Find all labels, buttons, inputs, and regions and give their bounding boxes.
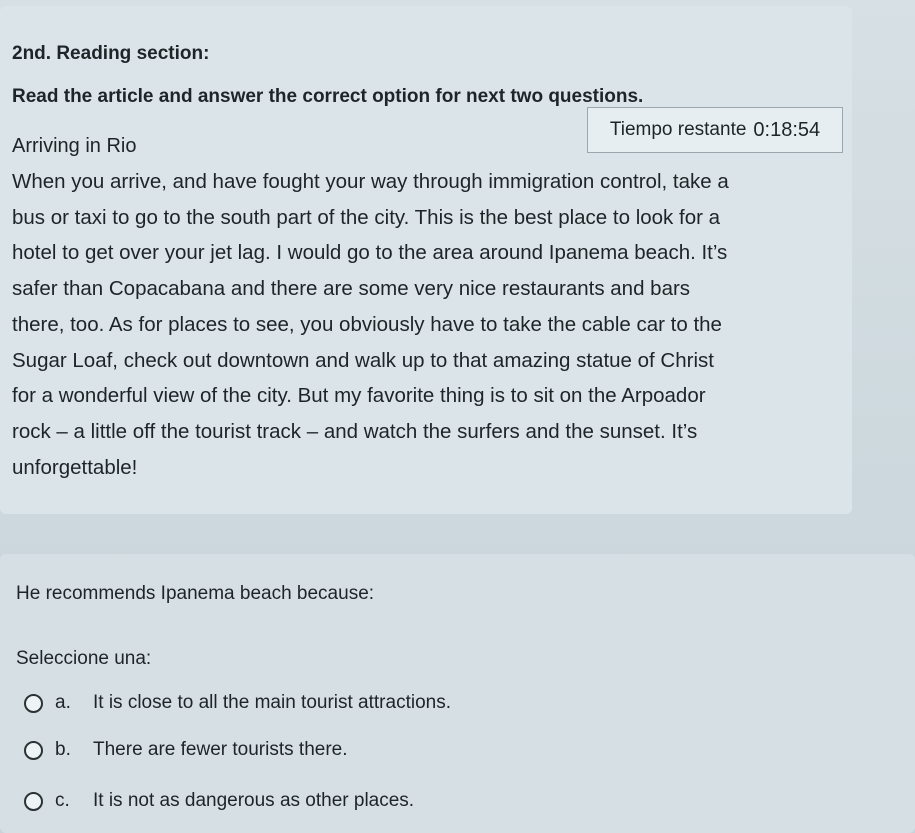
article-line: hotel to get over your jet lag. I would go to the area around Ipanema beach. It’s (12, 241, 728, 265)
time-remaining-box (587, 107, 843, 153)
article-line: there, too. As for places to see, you obviously have to take the cable car to the (12, 312, 722, 336)
option-a[interactable] (24, 688, 451, 718)
select-one-label: Seleccione una: (16, 648, 152, 669)
option-b[interactable] (24, 735, 348, 765)
timer-label: Tiempo restante (609, 119, 747, 140)
radio-button-a[interactable] (24, 694, 43, 713)
article-line: rock – a little off the tourist track – and watch the surfers and the sunset. It’s (12, 419, 698, 443)
article-title: Arriving in Rio (12, 135, 137, 157)
article-line: bus or taxi to go to the south part of the city. This is the best place to look for a (12, 205, 721, 229)
option-c[interactable] (24, 786, 414, 816)
option-letter: a. (55, 692, 71, 713)
section-heading: 2nd. Reading section: (12, 43, 210, 64)
option-text: There are fewer tourists there. (93, 739, 348, 760)
option-letter: c. (55, 790, 70, 811)
article-line: for a wonderful view of the city. But my favorite thing is to sit on the Arpoador (12, 384, 706, 408)
question-text: He recommends Ipanema beach because: (16, 583, 375, 604)
radio-button-c[interactable] (24, 792, 43, 811)
reading-section-card (0, 6, 852, 514)
option-letter: b. (55, 739, 71, 760)
article-line: unforgettable! (12, 455, 138, 479)
option-text: It is not as dangerous as other places. (93, 790, 415, 811)
article-body (12, 164, 847, 485)
article-line: When you arrive, and have fought your way through immigration control, take a (12, 170, 729, 193)
instruction-text: Read the article and answer the correct option for next two questions. (12, 86, 644, 107)
radio-button-b[interactable] (24, 741, 43, 760)
option-text: It is close to all the main tourist attractions. (93, 692, 451, 713)
article-line: safer than Copacabana and there are some very nice restaurants and bars (12, 277, 691, 301)
article-line: Sugar Loaf, check out downtown and walk up to that amazing statue of Christ (12, 348, 714, 372)
timer-value: 0:18:54 (753, 118, 821, 141)
